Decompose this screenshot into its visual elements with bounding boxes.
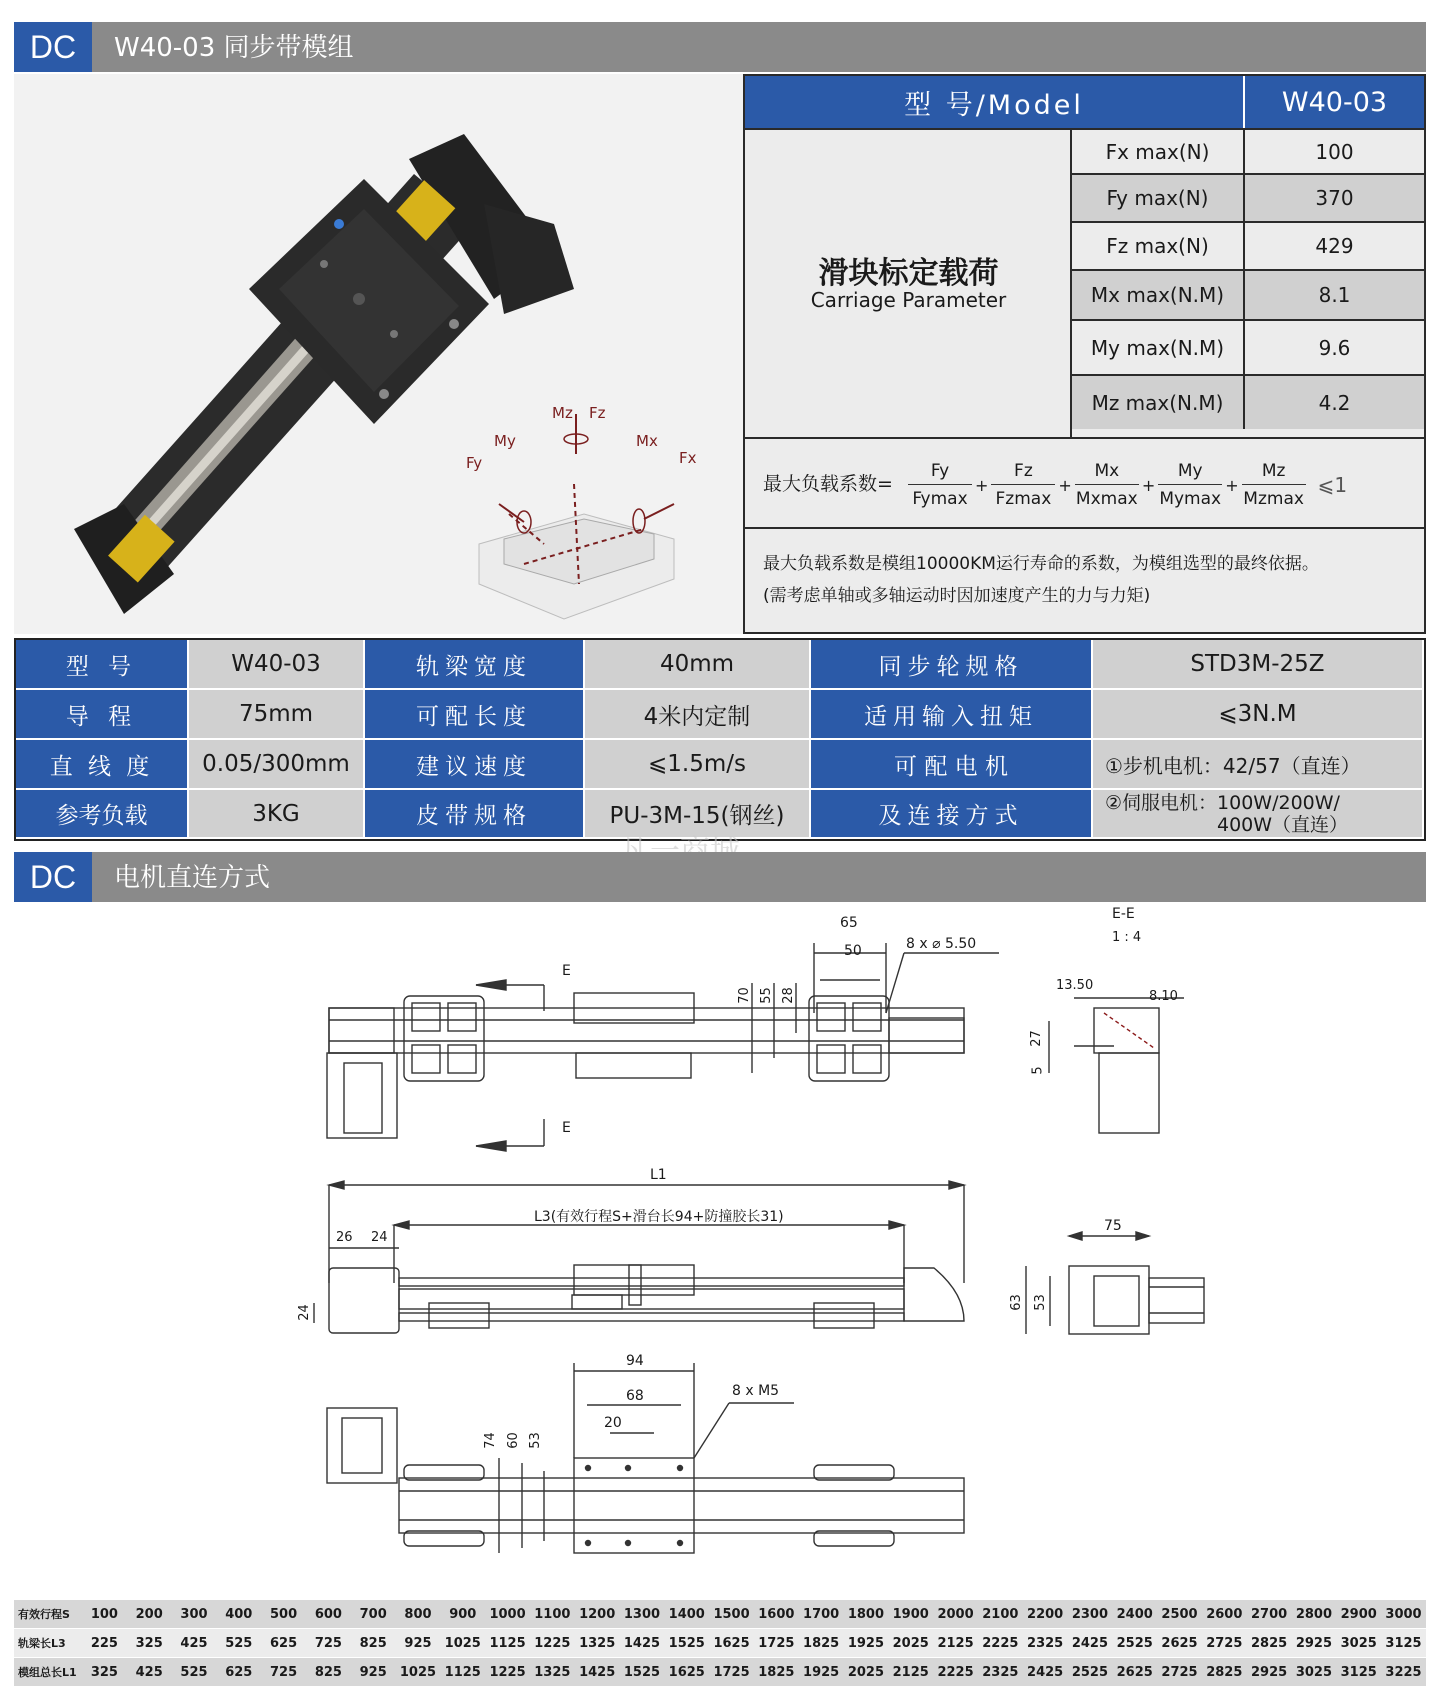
length-cell: 625 bbox=[225, 1664, 253, 1680]
section-header-module bbox=[14, 22, 1426, 72]
length-cell: 2325 bbox=[982, 1664, 1019, 1680]
length-cell: 2000 bbox=[937, 1606, 974, 1622]
load-value: 4.2 bbox=[1245, 374, 1424, 429]
length-cell: 1800 bbox=[847, 1606, 885, 1622]
length-cell: 1425 bbox=[623, 1635, 661, 1651]
mz-label: Mz bbox=[552, 404, 573, 422]
load-value: 370 bbox=[1245, 173, 1424, 221]
dim-L1: L1 bbox=[650, 1167, 667, 1183]
formula-fraction bbox=[1158, 461, 1222, 509]
formula-plus: + bbox=[1141, 475, 1156, 495]
motor-option-2-line1: ②伺服电机：100W/200W/ bbox=[1105, 791, 1340, 814]
motor-option-2-line2: 400W（直连） bbox=[1217, 813, 1349, 836]
length-cell: 1400 bbox=[668, 1606, 705, 1622]
dim-20: 20 bbox=[604, 1415, 622, 1431]
dim-65: 65 bbox=[840, 915, 858, 931]
formula-plus: + bbox=[1058, 475, 1072, 495]
dim-810: 8.10 bbox=[1149, 989, 1178, 1004]
formula-label: 最大负载系数= bbox=[763, 473, 893, 495]
length-cell: 2900 bbox=[1340, 1606, 1377, 1622]
length-cell: 3025 bbox=[1340, 1635, 1377, 1651]
formula-numerator: Fy bbox=[908, 461, 972, 485]
formula-fraction bbox=[991, 461, 1055, 509]
load-label: Fz max(N) bbox=[1072, 221, 1245, 269]
length-cell: 1625 bbox=[668, 1664, 705, 1680]
model-value-cell: W40-03 bbox=[1245, 76, 1424, 128]
length-cell: 925 bbox=[404, 1635, 432, 1651]
dim-53b: 53 bbox=[527, 1432, 543, 1449]
length-cell: 2800 bbox=[1295, 1606, 1332, 1622]
length-cell: 2600 bbox=[1206, 1606, 1243, 1622]
fx-label: Fx bbox=[679, 449, 697, 467]
dim-24b: 24 bbox=[296, 1304, 312, 1321]
length-cell: 900 bbox=[449, 1606, 477, 1622]
length-cell: 1125 bbox=[489, 1635, 526, 1651]
length-cell: 1900 bbox=[892, 1606, 929, 1622]
length-cell: 600 bbox=[314, 1606, 342, 1622]
length-cell: 1725 bbox=[758, 1635, 795, 1651]
length-cell: 725 bbox=[270, 1664, 298, 1680]
length-cell: 2425 bbox=[1071, 1635, 1109, 1651]
length-cell: 2525 bbox=[1071, 1664, 1109, 1680]
length-cell: 1300 bbox=[623, 1606, 661, 1622]
length-row-label: 轨梁长L3 bbox=[18, 1637, 66, 1650]
length-cell: 2325 bbox=[1027, 1635, 1064, 1651]
length-cell: 1425 bbox=[579, 1664, 616, 1680]
formula-fraction bbox=[908, 461, 972, 509]
formula-tail: ⩽1 bbox=[1317, 473, 1348, 497]
param-value: PU-3M-15(钢丝) bbox=[585, 790, 811, 839]
length-cell: 1200 bbox=[579, 1606, 616, 1622]
length-cell: 2700 bbox=[1251, 1606, 1288, 1622]
length-cell: 2725 bbox=[1161, 1664, 1198, 1680]
dim-60: 60 bbox=[505, 1432, 521, 1449]
length-cell: 1525 bbox=[623, 1664, 661, 1680]
load-label: Mz max(N.M) bbox=[1072, 374, 1245, 429]
length-cell: 1000 bbox=[489, 1606, 526, 1622]
drawing-canvas bbox=[14, 903, 1426, 1593]
param-label: 可 配 电 机 bbox=[811, 740, 1093, 790]
param-value: 3KG bbox=[189, 790, 365, 839]
length-row-label: 有效行程S bbox=[18, 1608, 70, 1621]
length-cell: 2225 bbox=[982, 1635, 1019, 1651]
dim-68: 68 bbox=[626, 1388, 644, 1404]
length-cell: 2100 bbox=[982, 1606, 1019, 1622]
length-cell: 3225 bbox=[1385, 1664, 1422, 1680]
length-cell: 1925 bbox=[803, 1664, 840, 1680]
fy-label: Fy bbox=[466, 454, 483, 472]
length-cell: 2125 bbox=[892, 1664, 929, 1680]
length-cell: 2925 bbox=[1251, 1664, 1288, 1680]
length-cell: 1125 bbox=[444, 1664, 481, 1680]
fz-label: Fz bbox=[589, 404, 606, 422]
param-value: W40-03 bbox=[189, 640, 365, 690]
length-cell: 1825 bbox=[758, 1664, 795, 1680]
dim-63: 63 bbox=[1008, 1294, 1024, 1311]
model-label-cell: 型 号/Model bbox=[745, 76, 1245, 128]
product-photo-panel bbox=[14, 74, 744, 634]
dim-94: 94 bbox=[626, 1353, 644, 1369]
load-value: 8.1 bbox=[1245, 269, 1424, 319]
length-row-label: 模组总长L1 bbox=[18, 1666, 77, 1679]
carriage-label-cell bbox=[745, 128, 1072, 437]
length-cell: 300 bbox=[180, 1606, 208, 1622]
dim-26: 26 bbox=[336, 1230, 353, 1245]
param-label: 同步轮规格 bbox=[811, 640, 1093, 690]
length-cell: 1500 bbox=[713, 1606, 750, 1622]
formula-denominator: Mymax bbox=[1159, 489, 1222, 509]
param-label: 导 程 bbox=[16, 690, 189, 740]
length-cell: 3000 bbox=[1385, 1606, 1422, 1622]
dim-28: 28 bbox=[780, 987, 796, 1004]
param-value: STD3M-25Z bbox=[1093, 640, 1424, 690]
param-label: 型 号 bbox=[16, 640, 189, 690]
section-scale: 1 : 4 bbox=[1112, 930, 1142, 945]
length-cell: 2200 bbox=[1027, 1606, 1064, 1622]
length-cell: 1225 bbox=[534, 1635, 571, 1651]
dim-1350: 13.50 bbox=[1056, 978, 1094, 993]
formula-denominator: Fymax bbox=[912, 489, 968, 509]
length-cell: 2300 bbox=[1071, 1606, 1109, 1622]
length-cell: 2825 bbox=[1251, 1635, 1288, 1651]
length-cell: 2625 bbox=[1161, 1635, 1198, 1651]
dim-53: 53 bbox=[1032, 1294, 1048, 1311]
length-table bbox=[14, 1600, 1426, 1690]
length-cell: 2925 bbox=[1295, 1635, 1332, 1651]
param-label: 及连接方式 bbox=[811, 790, 1093, 839]
length-cell: 3025 bbox=[1295, 1664, 1332, 1680]
length-cell: 2825 bbox=[1206, 1664, 1243, 1680]
dim-74: 74 bbox=[482, 1432, 498, 1449]
param-value: 75mm bbox=[189, 690, 365, 740]
load-label: My max(N.M) bbox=[1072, 319, 1245, 374]
length-cell: 700 bbox=[359, 1606, 387, 1622]
section-title: W40-03 同步带模组 bbox=[114, 33, 354, 63]
mx-label: Mx bbox=[636, 432, 658, 450]
formula-row bbox=[745, 437, 1424, 529]
length-cell: 625 bbox=[270, 1635, 298, 1651]
formula-numerator: Mx bbox=[1075, 461, 1139, 485]
load-label: Fx max(N) bbox=[1072, 128, 1245, 173]
length-cell: 1600 bbox=[758, 1606, 795, 1622]
length-cell: 1825 bbox=[803, 1635, 840, 1651]
length-cell: 3125 bbox=[1340, 1664, 1377, 1680]
section-ee-label: E-E bbox=[1112, 906, 1135, 922]
param-label: 适用输入扭矩 bbox=[811, 690, 1093, 740]
dim-8x550: 8 x ⌀ 5.50 bbox=[906, 936, 977, 952]
length-cell: 425 bbox=[135, 1664, 163, 1680]
formula-fraction bbox=[1075, 461, 1139, 509]
dim-55: 55 bbox=[758, 987, 774, 1004]
formula-fraction bbox=[1242, 461, 1306, 509]
formula-denominator: Fzmax bbox=[995, 489, 1052, 509]
note-line-2: (需考虑单轴或多轴运动时因加速度产生的力与力矩) bbox=[763, 586, 1151, 606]
length-cell: 925 bbox=[359, 1664, 387, 1680]
length-cell: 100 bbox=[90, 1606, 118, 1622]
length-cell: 1625 bbox=[713, 1635, 750, 1651]
note-line-1: 最大负载系数是模组10000KM运行寿命的系数，为模组选型的最终依据。 bbox=[763, 554, 1319, 574]
length-cell: 800 bbox=[404, 1606, 432, 1622]
param-label: 直 线 度 bbox=[16, 740, 189, 790]
motor-option-1: ①步机电机：42/57（直连） bbox=[1093, 740, 1424, 790]
length-cell: 2400 bbox=[1116, 1606, 1153, 1622]
dim-70: 70 bbox=[736, 987, 752, 1004]
length-cell: 2025 bbox=[892, 1635, 929, 1651]
length-cell: 2525 bbox=[1116, 1635, 1153, 1651]
length-cell: 525 bbox=[180, 1664, 208, 1680]
length-cell: 525 bbox=[225, 1635, 253, 1651]
formula-plus: + bbox=[975, 475, 989, 495]
carriage-title-en: Carriage Parameter bbox=[810, 288, 1007, 312]
section-mark-e-bottom: E bbox=[562, 1120, 571, 1136]
length-cell: 400 bbox=[225, 1606, 253, 1622]
dim-27: 27 bbox=[1028, 1030, 1044, 1047]
length-cell: 1325 bbox=[534, 1664, 571, 1680]
load-axis-diagram bbox=[464, 394, 704, 624]
load-label: Mx max(N.M) bbox=[1072, 269, 1245, 319]
formula-expression bbox=[908, 453, 1347, 517]
length-cell: 225 bbox=[90, 1635, 118, 1651]
formula-plus: + bbox=[1225, 475, 1239, 495]
length-cell: 1025 bbox=[444, 1635, 481, 1651]
carriage-spec-table bbox=[743, 74, 1426, 634]
length-cell: 725 bbox=[314, 1635, 342, 1651]
load-value: 100 bbox=[1245, 128, 1424, 173]
length-table-row bbox=[14, 1629, 1426, 1657]
param-label: 皮带规格 bbox=[365, 790, 585, 839]
length-cell: 200 bbox=[135, 1606, 163, 1622]
dim-5: 5 bbox=[1030, 1066, 1046, 1075]
dim-75: 75 bbox=[1104, 1218, 1122, 1234]
length-cell: 2425 bbox=[1027, 1664, 1064, 1680]
length-cell: 825 bbox=[314, 1664, 342, 1680]
param-value: 40mm bbox=[585, 640, 811, 690]
my-label: My bbox=[494, 432, 516, 450]
section-mark-e-top: E bbox=[562, 963, 571, 979]
length-cell: 1700 bbox=[803, 1606, 840, 1622]
section-tag: DC bbox=[14, 22, 92, 72]
length-cell: 2125 bbox=[937, 1635, 974, 1651]
param-label: 轨梁宽度 bbox=[365, 640, 585, 690]
formula-denominator: Mxmax bbox=[1075, 489, 1138, 509]
length-cell: 2625 bbox=[1116, 1664, 1153, 1680]
length-cell: 3125 bbox=[1385, 1635, 1422, 1651]
section-tag: DC bbox=[14, 852, 92, 902]
param-label: 建议速度 bbox=[365, 740, 585, 790]
length-cell: 325 bbox=[135, 1635, 163, 1651]
length-cell: 2225 bbox=[937, 1664, 974, 1680]
parameter-table bbox=[14, 638, 1426, 841]
section-header-motor bbox=[14, 852, 1426, 902]
length-table-row bbox=[14, 1600, 1426, 1628]
param-label: 参考负载 bbox=[16, 790, 189, 839]
load-value: 9.6 bbox=[1245, 319, 1424, 374]
length-cell: 1225 bbox=[489, 1664, 526, 1680]
length-cell: 1025 bbox=[399, 1664, 437, 1680]
length-cell: 2025 bbox=[847, 1664, 885, 1680]
length-cell: 1100 bbox=[534, 1606, 571, 1622]
length-cell: 500 bbox=[270, 1606, 298, 1622]
param-value: 0.05/300mm bbox=[189, 740, 365, 790]
formula-numerator: Fz bbox=[991, 461, 1055, 485]
formula-numerator: My bbox=[1158, 461, 1222, 485]
param-value: 4米内定制 bbox=[585, 690, 811, 740]
formula-denominator: Mzmax bbox=[1243, 489, 1304, 509]
length-cell: 825 bbox=[359, 1635, 387, 1651]
length-cell: 1325 bbox=[579, 1635, 616, 1651]
param-value: ⩽1.5m/s bbox=[585, 740, 811, 790]
section-title: 电机直连方式 bbox=[114, 863, 271, 893]
dim-L3: L3(有效行程S+滑台长94+防撞胶长31) bbox=[534, 1209, 784, 1225]
note-row bbox=[745, 527, 1424, 634]
dim-50: 50 bbox=[844, 943, 862, 959]
motor-option-2 bbox=[1093, 790, 1424, 839]
dim-24a: 24 bbox=[371, 1230, 388, 1245]
length-cell: 2500 bbox=[1161, 1606, 1198, 1622]
length-cell: 1725 bbox=[713, 1664, 750, 1680]
formula-numerator: Mz bbox=[1242, 461, 1306, 485]
length-table-row bbox=[14, 1658, 1426, 1686]
carriage-title-cn: 滑块标定载荷 bbox=[818, 256, 999, 291]
param-label: 可配长度 bbox=[365, 690, 585, 740]
length-cell: 325 bbox=[90, 1664, 118, 1680]
length-cell: 1925 bbox=[847, 1635, 885, 1651]
length-cell: 425 bbox=[180, 1635, 208, 1651]
load-label: Fy max(N) bbox=[1072, 173, 1245, 221]
param-value: ⩽3N.M bbox=[1093, 690, 1424, 740]
dim-8xM5: 8 x M5 bbox=[732, 1383, 780, 1399]
technical-drawings bbox=[14, 903, 1426, 1593]
load-value: 429 bbox=[1245, 221, 1424, 269]
length-cell: 2725 bbox=[1206, 1635, 1243, 1651]
length-cell: 1525 bbox=[668, 1635, 705, 1651]
